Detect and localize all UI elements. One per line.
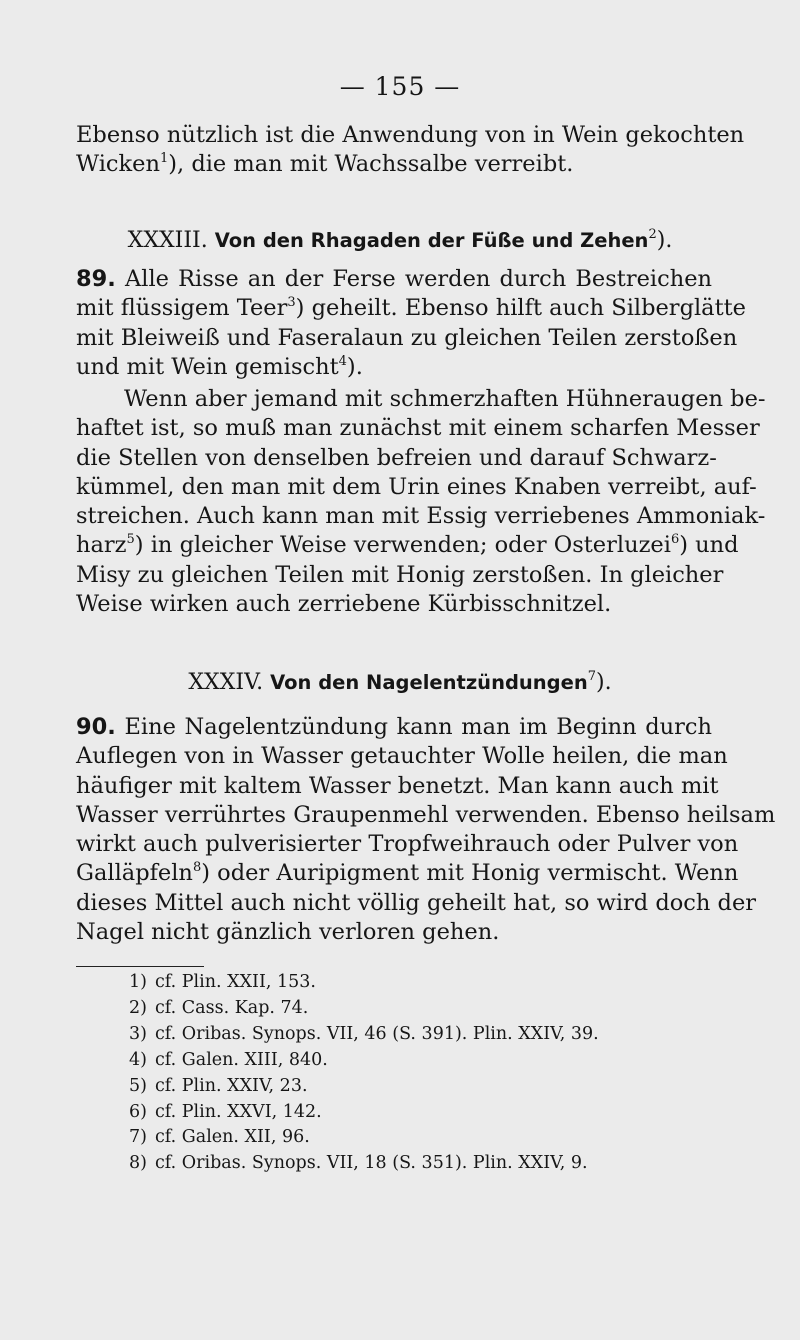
footnote: 7) cf. Galen. XII, 96. — [129, 1127, 310, 1148]
text-line: dieses Mittel auch nicht völlig geheilt hat, so wird doch der — [76, 889, 757, 916]
footnote-ref: 6 — [670, 532, 680, 548]
paragraph-89-continued — [76, 385, 766, 619]
footnote-ref: 2 — [648, 227, 657, 242]
text-line: und mit Wein gemischt$^4$). — [76, 353, 363, 380]
section-heading-34: XXXIV. Von den Nagelentzündungen$^7$). — [188, 669, 612, 695]
text-line: kümmel, den man mit dem Urin eines Knaben verreibt, auf- — [76, 473, 757, 500]
footnote: 6) cf. Plin. XXVI, 142. — [129, 1101, 322, 1122]
footnote: 2) cf. Cass. Kap. 74. — [129, 997, 309, 1018]
section-title: Von den Nagelentzündungen — [270, 671, 588, 694]
text-line: die Stellen von denselben befreien und darauf Schwarz- — [76, 444, 717, 471]
text-line: harz$^5$) in gleicher Weise verwenden; oder Osterluzei$^6$) und — [76, 532, 739, 559]
footnote-ref: 1 — [159, 151, 169, 167]
page-number: — 155 — — [339, 72, 461, 101]
text-line: mit Bleiweiß und Faseralaun zu gleichen Teilen zerstoßen — [76, 324, 738, 351]
footnote: 5) cf. Plin. XXIV, 23. — [129, 1075, 308, 1096]
text-line: streichen. Auch kann man mit Essig verriebenes Ammoniak- — [76, 503, 766, 530]
footnote: 4) cf. Galen. XIII, 840. — [129, 1049, 328, 1070]
text-line: Wasser verrührtes Graupenmehl verwenden. Ebenso heilsam — [76, 801, 776, 828]
section-numeral: XXXIII. — [127, 228, 208, 253]
footnote-ref: 3 — [287, 295, 296, 311]
text-line: Wicken$^1$), die man mit Wachssalbe verreibt. — [76, 151, 574, 178]
text-line: 90. Eine Nagelentzündung kann man im Beginn durch — [76, 714, 712, 740]
text-line: Nagel nicht gänzlich verloren gehen. — [76, 919, 500, 946]
paragraph-90 — [76, 713, 776, 947]
footnote: 3) cf. Oribas. Synops. VII, 46 (S. 391). Plin. XXIV, 39. — [129, 1023, 599, 1044]
footnote: 1) cf. Plin. XXII, 153. — [129, 972, 316, 992]
footnote-ref: 5 — [126, 532, 135, 548]
text-line: Ebenso nützlich ist die Anwendung von in Wein gekochten — [76, 122, 745, 148]
text-line: Auflegen von in Wasser getauchter Wolle heilen, die man — [76, 743, 728, 770]
footnotes — [129, 970, 599, 1177]
section-title: Von den Rhagaden der Füße und Zehen — [214, 229, 649, 252]
footnote: 8) cf. Oribas. Synops. VII, 18 (S. 351). Plin. XXIV, 9. — [129, 1153, 588, 1174]
text-line: haftet ist, so muß man zunächst mit einem scharfen Messer — [76, 415, 760, 442]
text-line: Wenn aber jemand mit schmerzhaften Hühneraugen be- — [124, 386, 766, 412]
text-line: Weise wirken auch zerriebene Kürbisschnitzel. — [76, 591, 612, 618]
text-line: 89. Alle Risse an der Ferse werden durch Bestreichen — [76, 266, 712, 292]
text-line: wirkt auch pulverisierter Tropfweihrauch oder Pulver von — [76, 831, 739, 858]
footnote-ref: 8 — [192, 860, 202, 876]
paragraph-number: 90. — [76, 714, 116, 740]
footnote-ref: 7 — [587, 669, 597, 684]
paragraph-number: 89. — [76, 266, 116, 292]
intro-paragraph — [76, 121, 745, 180]
footnote-ref: 4 — [338, 353, 347, 369]
footnote-divider — [76, 966, 204, 967]
paragraph-89 — [76, 265, 746, 382]
section-numeral: XXXIV. — [188, 670, 264, 695]
text-line: Misy zu gleichen Teilen mit Honig zerstoßen. In gleicher — [76, 561, 724, 588]
text-line: häufiger mit kaltem Wasser benetzt. Man kann auch mit — [76, 772, 719, 799]
text-line: mit flüssigem Teer$^3$) geheilt. Ebenso hilft auch Silberglätte — [76, 295, 746, 322]
section-heading-33: XXXIII. Von den Rhagaden der Füße und Zehen$^2$). — [127, 227, 673, 253]
text-line: Galläpfeln$^8$) oder Auripigment mit Honig vermischt. Wenn — [76, 860, 739, 887]
